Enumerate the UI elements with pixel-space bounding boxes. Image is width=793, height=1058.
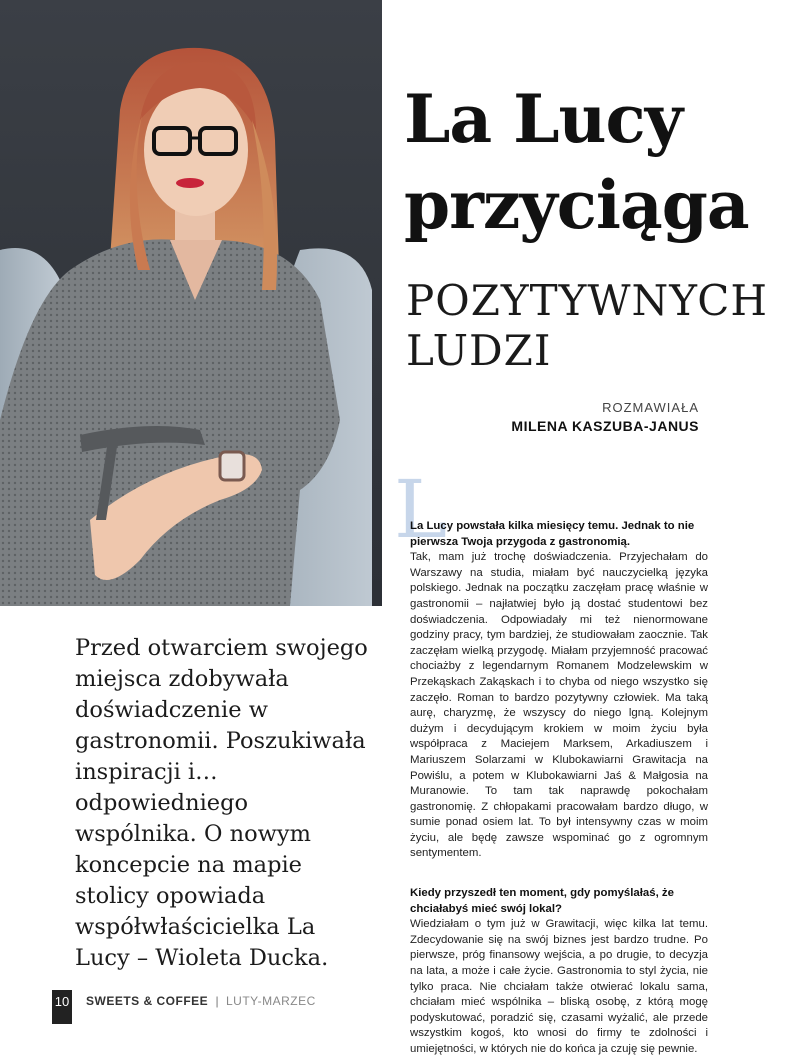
byline-author: MILENA KASZUBA-JANUS (511, 418, 699, 434)
title-line-2: przyciąga (404, 166, 749, 244)
title-line-1: La Lucy (404, 80, 683, 158)
lead-paragraph: Przed otwarciem swojego miejsca zdobywała doświadczenie w gastronomii. Poszukiwała inspiracji i… odpowiedniego wspólnika. O nowym koncepcie na mapie stolicy opowiada współwłaścicielka La Lucy – Wioleta Ducka. (75, 635, 368, 971)
answer-2: Wiedziałam o tym już w Grawitacji, więc kilka lat temu. Zdecydowanie się na swój biznes jest bardzo trudne. Po pierwsze, próg finansowy wejścia, a po drugie, to decyzja na lata, a może i całe życie. Gastronomia to styl życia, nie tylko praca. Nie chciałam także otwierać lokalu sama, chciałam mieć wspólnika – bliską osobę, z którą mogę podyskutować, poradzić się, czasami wyżalić, ale przede wszystkim kogoś, kto wnosi do firmy te zdolności i umiejętności, w których nie do końca ja czuję się pewnie. (410, 918, 708, 1055)
subtitle-line-1: POZYTYWNYCH (406, 276, 769, 325)
portrait-photo (0, 0, 382, 606)
paragraph-spacer (410, 862, 708, 886)
drop-cap: L (394, 463, 448, 556)
magazine-name: SWEETS & COFFEE (86, 994, 209, 1008)
footer-separator: | (215, 994, 219, 1008)
question-2: Kiedy przyszedł ten moment, gdy pomyślałaś, że chciałabyś mieć swój lokal? (410, 887, 674, 915)
page-footer (86, 994, 316, 1008)
article-title (404, 76, 784, 248)
question-1: La Lucy powstała kilka miesięcy temu. Jednak to nie pierwsza Twoja przygoda z gastronomią. (410, 520, 695, 548)
interview-column (410, 519, 708, 1058)
subtitle-line-2: LUDZI (406, 326, 552, 375)
portrait-illustration (0, 0, 382, 606)
byline-label: ROZMAWIAŁA (602, 400, 699, 415)
page-number: 10 (52, 990, 72, 1024)
issue-label: LUTY-MARZEC (226, 994, 316, 1008)
answer-1: Tak, mam już trochę doświadczenia. Przyjechałam do Warszawy na studia, miałam być nauczycielką języka polskiego. Jednak na początku zaczęłam pracę właśnie w gastronomii – najłatwiej było ją dostać studentowi bez doświadczenia. Odpowiadały mi też nienormowane godziny pracy, tym bardziej, że studiowałam zaocznie. Tak zaczęłam wielką przygodę. Miałam przyjemność pracować chociażby z legendarnym Romanem Modzelewskim w Przekąskach Zakąskach i to chyba od niego wszystko się zaczęło. Roman to bardzo pozytywny człowiek. Ma taką aurę, charyzmę, że wszyscy do niego lgną. Kolejnym dużym i decydującym krokiem w moim życiu była współpraca z Maciejem Marksem, Arkadiuszem i Mariuszem Solarzami w Klubokawiarni Grawitacja na Powiślu, a potem w Klubokawiarni Jaś & Małgosia na Muranowie. To tam tak naprawdę pokochałam gastronomię. Z chłopakami pracowałam bardzo długo, w sumie ponad osiem lat. To był intensywny czas w moim życiu, ale będę zawsze wspominać go z ogromnym sentymentem. (410, 551, 708, 860)
article-subtitle (406, 276, 786, 376)
